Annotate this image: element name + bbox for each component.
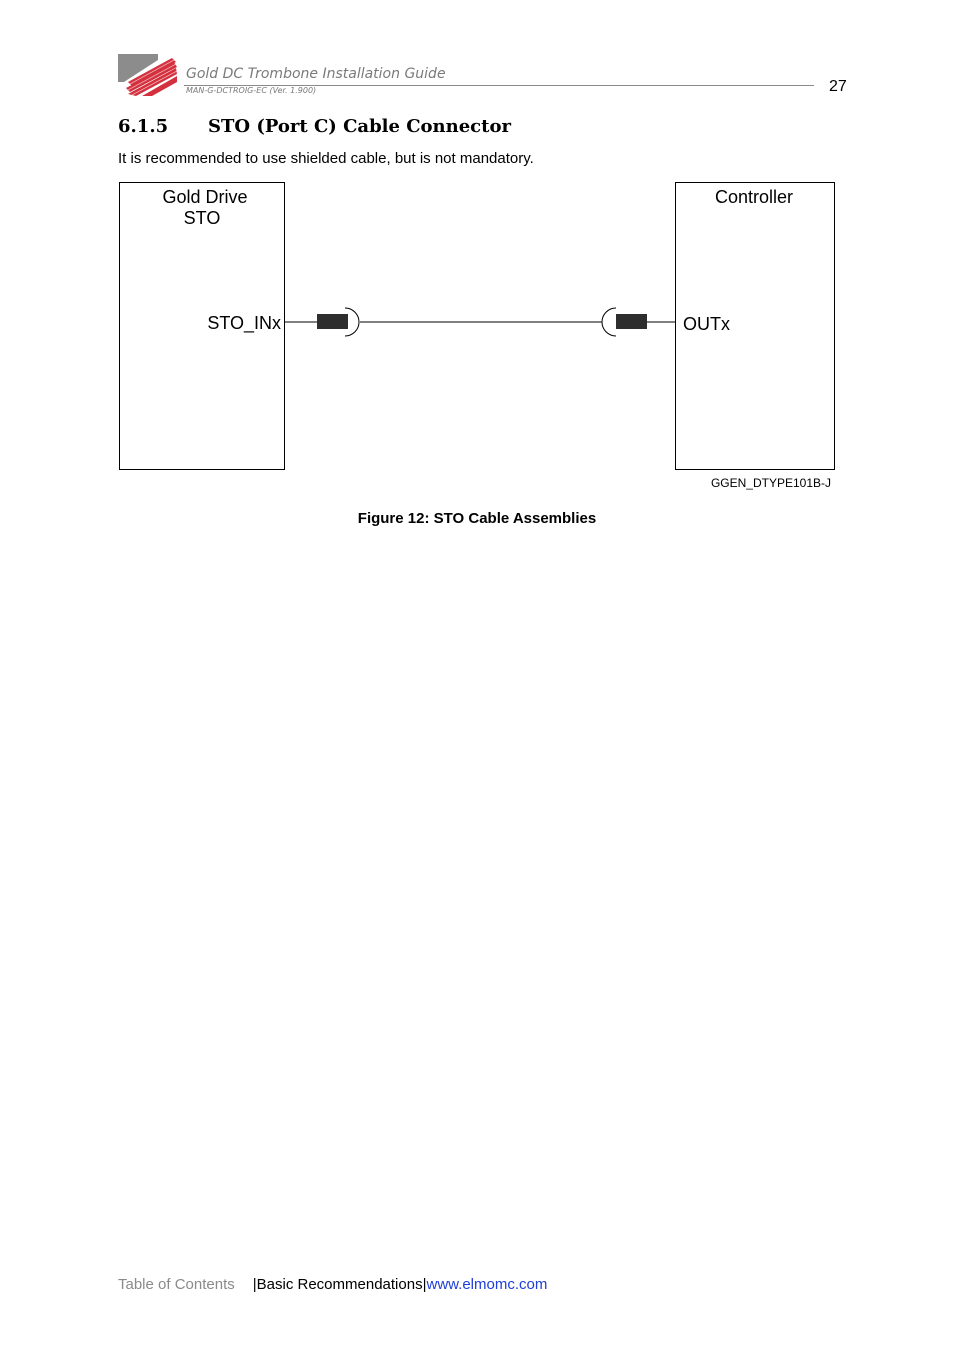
footer-section: Basic Recommendations: [256, 1276, 423, 1293]
outx-label: OUTx: [683, 314, 730, 334]
sto-label: STO: [183, 208, 221, 228]
intro-paragraph: It is recommended to use shielded cable, but is not mandatory.: [118, 150, 534, 167]
controller-connector-block: [616, 314, 647, 329]
footer-toc-link[interactable]: Table of Contents: [118, 1276, 235, 1293]
footer-separator-2: |: [422, 1276, 427, 1293]
drive-connector-block: [317, 314, 348, 329]
header-document-title: Gold DC Trombone Installation Guide: [186, 66, 446, 82]
footer-separator: |: [252, 1276, 257, 1293]
controller-box: [676, 183, 835, 470]
footer-website-link[interactable]: www.elmomc.com: [426, 1276, 548, 1293]
gold-drive-label: Gold Drive: [162, 187, 248, 207]
controller-shield-arc: [602, 308, 616, 336]
drawing-id-label: GGEN_DTYPE101B-J: [710, 476, 831, 490]
elmo-logo: [118, 54, 178, 96]
section-title: STO (Port C) Cable Connector: [208, 116, 511, 137]
gold-drive-box: [120, 183, 285, 470]
page-footer: [118, 1276, 547, 1293]
section-number: 6.1.5: [118, 116, 169, 137]
header-doc-code: MAN-G-DCTROIG-EC (Ver. 1.900): [186, 86, 317, 95]
figure-caption: Figure 12: STO Cable Assemblies: [357, 510, 597, 527]
drive-shield-arc: [345, 308, 359, 336]
controller-label: Controller: [714, 187, 794, 207]
sto-inx-label: STO_INx: [207, 313, 281, 333]
section-heading: [118, 116, 511, 137]
page-number: 27: [829, 78, 847, 95]
